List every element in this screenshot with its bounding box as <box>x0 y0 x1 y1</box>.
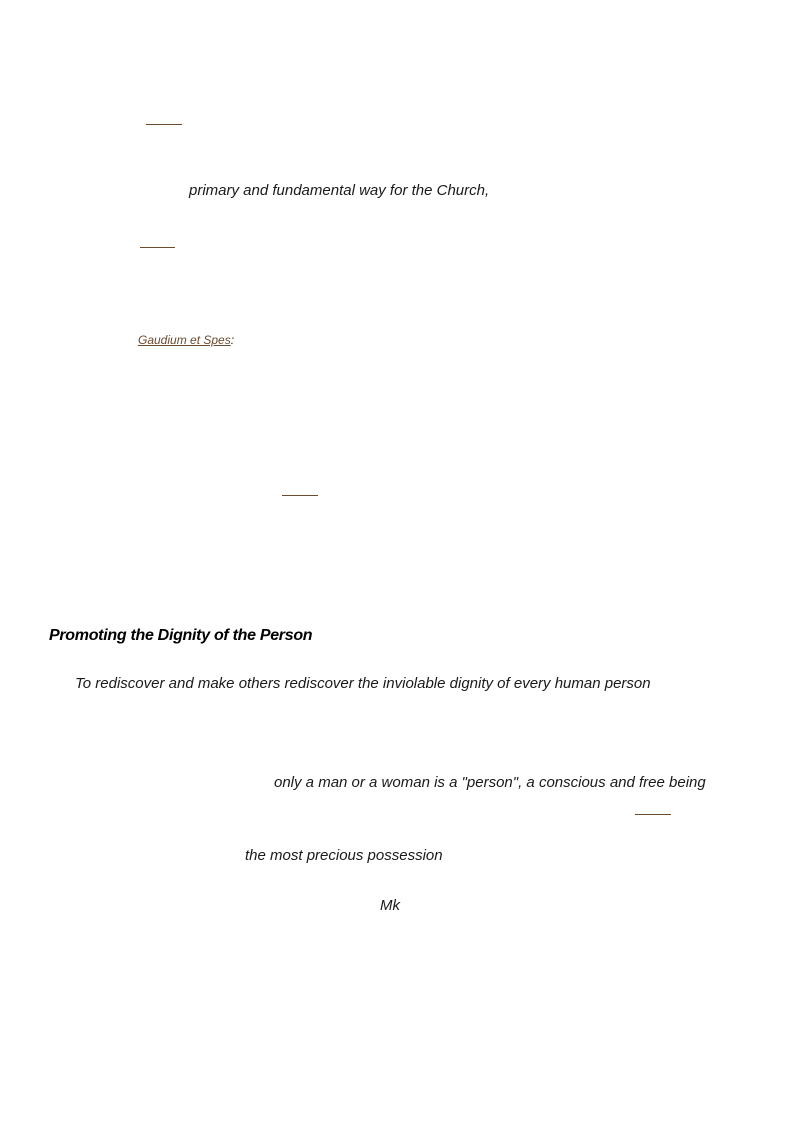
section-heading-dignity: Promoting the Dignity of the Person <box>49 627 313 644</box>
footnote-marker-4[interactable] <box>635 814 671 815</box>
text-mk: Mk <box>380 897 400 914</box>
footnote-marker-3[interactable] <box>282 495 318 496</box>
footnote-marker-1[interactable] <box>146 124 182 125</box>
text-only-person: only a man or a woman is a "person", a conscious and free being <box>274 774 706 791</box>
gaudium-reference <box>138 331 234 349</box>
text-primary-way: primary and fundamental way for the Church, <box>189 182 490 199</box>
text-rediscover: To rediscover and make others rediscover the inviolable dignity of every human person <box>75 675 651 692</box>
gaudium-colon: : <box>230 333 235 347</box>
footnote-marker-2[interactable] <box>140 247 175 248</box>
gaudium-et-spes-link[interactable]: Gaudium et Spes <box>138 333 231 347</box>
text-most-precious: the most precious possession <box>245 847 443 864</box>
